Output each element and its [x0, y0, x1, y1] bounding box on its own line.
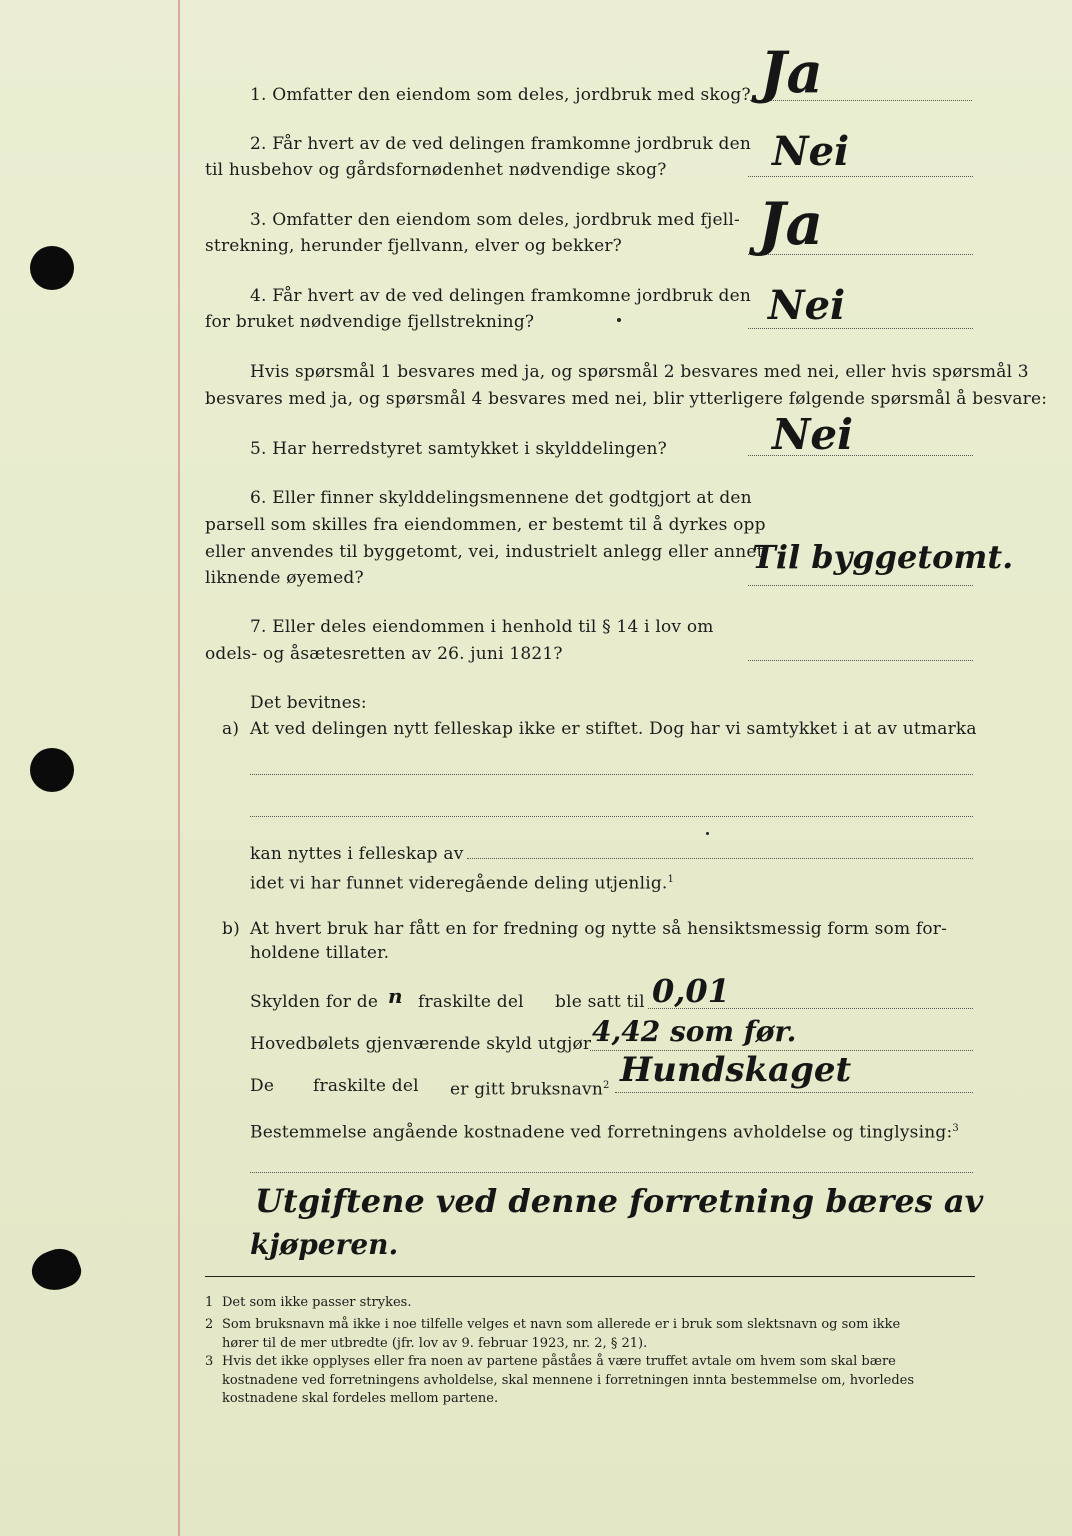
skyld-post: ble satt til	[555, 992, 645, 1012]
bestemmelse-line-1	[250, 1172, 973, 1173]
attest-a-end-text: idet vi har funnet videregående deling utjenlig.	[250, 873, 668, 894]
answer-2: Nei	[772, 128, 850, 175]
footnote-ref-2: 2	[603, 1080, 610, 1091]
question-1: 1. Omfatter den eiendom som deles, jordbruk med skog?	[250, 85, 751, 105]
skyld-handwritten-n: n	[388, 984, 403, 1008]
footnote-2-line-1: Som bruksnavn må ikke i noe tilfelle velges et navn som allerede er i bruk som slektsnavn og som ikke	[222, 1317, 901, 1332]
punch-hole-bottom	[27, 1243, 86, 1297]
attest-a-label: a)	[222, 719, 240, 739]
attest-a-use: kan nyttes i felleskap av	[250, 844, 464, 864]
de-label: De	[250, 1076, 275, 1096]
attest-a-use-line	[467, 858, 973, 859]
question-4-line-2: for bruket nødvendige fjellstrekning?	[205, 312, 535, 332]
answer-4: Nei	[768, 282, 846, 329]
question-4-line-1: 4. Får hvert av de ved delingen framkomne jordbruk den	[250, 286, 752, 306]
footnote-ref-3: 3	[952, 1123, 959, 1134]
footnote-3-line-3: kostnadene skal fordeles mellom partene.	[222, 1391, 499, 1406]
question-6-line-4: liknende øyemed?	[205, 568, 364, 588]
condition-line-1: Hvis spørsmål 1 besvares med ja, og spørsmål 2 besvares med nei, eller hvis spørsmål 3	[250, 362, 1029, 382]
footnote-3-line-2: kostnadene ved forretningens avholdelse, skal mennene i forretningen innta bestemmelse om, hvorledes	[222, 1373, 915, 1388]
question-3-line-1: 3. Omfatter den eiendom som deles, jordbruk med fjell-	[250, 210, 740, 230]
question-6-line-1: 6. Eller finner skylddelingsmennene det godtgjort at den	[250, 488, 752, 508]
attest-a-text: At ved delingen nytt felleskap ikke er stiftet. Dog har vi samtykket i at av utmarka	[250, 719, 977, 739]
question-7-line-1: 7. Eller deles eiendommen i henhold til § 14 i lov om	[250, 617, 714, 637]
question-6-line-3: eller anvendes til byggetomt, vei, industrielt anlegg eller annet	[205, 542, 764, 562]
answer-line-6	[748, 585, 973, 586]
skyld-value: 0,01	[652, 972, 730, 1010]
question-3-line-2: strekning, herunder fjellvann, elver og bekker?	[205, 236, 622, 256]
answer-line-2	[748, 176, 973, 177]
answer-line-7	[748, 660, 973, 661]
punch-hole-top	[30, 246, 74, 290]
attest-a-line-2	[250, 816, 973, 817]
bestemmelse-label	[250, 1116, 959, 1146]
condition-line-2: besvares med ja, og spørsmål 4 besvares med nei, blir ytterligere følgende spørsmål å besvare:	[205, 389, 1048, 409]
answer-6: Til byggetomt.	[752, 538, 1014, 576]
footnote-1: Det som ikke passer strykes.	[222, 1295, 412, 1310]
bestemmelse-label-text: Bestemmelse angående kostnadene ved forretningens avholdelse og tinglysing:	[250, 1122, 953, 1143]
attest-b-label: b)	[222, 919, 240, 939]
footnote-separator	[205, 1276, 975, 1277]
stray-mark	[617, 318, 621, 322]
fraskilte-label: fraskilte del	[313, 1076, 419, 1096]
footnote-3-line-1: Hvis det ikke opplyses eller fra noen av partene påståes å være truffet avtale om hvem som skal bære	[222, 1354, 896, 1369]
footnote-2-mark: 2	[205, 1317, 214, 1332]
stray-mark-2	[706, 832, 709, 835]
bruksnavn-label-text: er gitt bruksnavn	[450, 1079, 603, 1100]
answer-1: Ja	[760, 40, 823, 106]
attest-b-text-1: At hvert bruk har fått en for fredning og nytte så hensiktsmessig form som for-	[250, 919, 948, 939]
margin-line	[178, 0, 180, 1536]
skyld-mid: fraskilte del	[418, 992, 524, 1012]
hoved-label: Hovedbølets gjenværende skyld utgjør	[250, 1034, 592, 1054]
bruksnavn-label	[450, 1073, 610, 1103]
attest-b-text-2: holdene tillater.	[250, 943, 390, 963]
question-2-line-1: 2. Får hvert av de ved delingen framkomne jordbruk den	[250, 134, 752, 154]
attest-heading: Det bevitnes:	[250, 693, 367, 713]
hoved-value: 4,42 som før.	[592, 1015, 797, 1048]
footnote-2-line-2: hører til de mer utbredte (jfr. lov av 9. februar 1923, nr. 2, § 21).	[222, 1336, 648, 1351]
question-5: 5. Har herredstyret samtykket i skylddelingen?	[250, 439, 667, 459]
bestemmelse-value-line-1: Utgiftene ved denne forretning bæres av	[255, 1182, 984, 1220]
answer-3: Ja	[758, 190, 824, 258]
footnote-3-mark: 3	[205, 1354, 214, 1369]
question-7-line-2: odels- og åsætesretten av 26. juni 1821?	[205, 644, 563, 664]
attest-a-line-1	[250, 774, 973, 775]
footnote-ref-1: 1	[667, 874, 675, 885]
bruksnavn-value-line	[615, 1092, 973, 1093]
attest-a-end	[250, 867, 674, 897]
answer-5: Nei	[772, 410, 854, 459]
question-2-line-2: til husbehov og gårdsfornødenhet nødvendige skog?	[205, 160, 667, 180]
punch-hole-middle	[30, 748, 74, 792]
bruksnavn-value: Hundskaget	[620, 1050, 852, 1090]
skyld-pre: Skylden for de	[250, 992, 379, 1012]
question-6-line-2: parsell som skilles fra eiendommen, er bestemt til å dyrkes opp	[205, 515, 766, 535]
bestemmelse-value-line-2: kjøperen.	[250, 1228, 399, 1261]
footnote-1-mark: 1	[205, 1295, 214, 1310]
